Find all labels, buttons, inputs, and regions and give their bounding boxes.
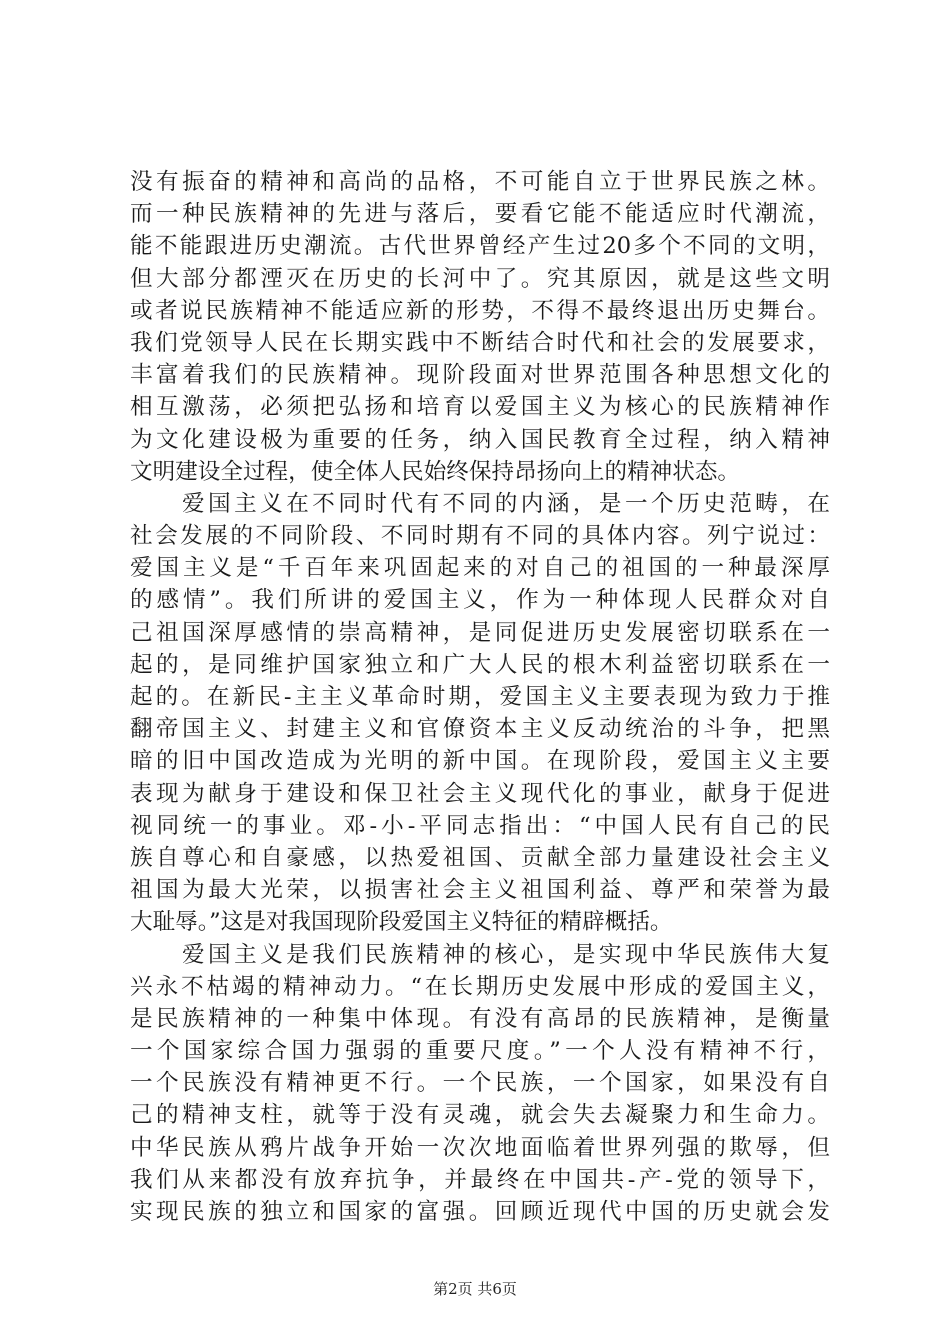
text-line: 己的精神支柱，就等于没有灵魂，就会失去凝聚力和生命力。 [130,1102,830,1129]
text-line: 爱国主义是我们民族精神的核心，是实现中华民族伟大复 [182,941,830,968]
text-line: 暗的旧中国改造成为光明的新中国。在现阶段，爱国主义主要 [130,748,830,775]
text-line: 翻帝国主义、封建主义和官僚资本主义反动统治的斗争，把黑 [130,716,830,743]
text-line: 中华民族从鸦片战争开始一次次地面临着世界列强的欺辱，但 [130,1134,830,1161]
text-line: 爱国主义是“千百年来巩固起来的对自己的祖国的一种最深厚 [130,555,830,582]
text-line: 能不能跟进历史潮流。古代世界曾经产生过20多个不同的文明， [130,233,830,260]
text-line: 起的，是同维护国家独立和广大人民的根木利益密切联系在一 [130,651,830,678]
page-footer [0,1278,950,1299]
text-line: 丰富着我们的民族精神。现阶段面对世界范围各种思想文化的 [130,362,830,389]
text-line: 文明建设全过程，使全体人民始终保持昂扬向上的精神状态。 [130,458,741,485]
text-line: 我们党领导人民在长期实践中不断结合时代和社会的发展要求， [130,329,830,356]
text-line: 视同统一的事业。邓-小-平同志指出：“中国人民有自己的民 [130,812,830,839]
text-line: 而一种民族精神的先进与落后，要看它能不能适应时代潮流， [130,201,830,228]
text-line: 或者说民族精神不能适应新的形势，不得不最终退出历史舞台。 [130,297,830,324]
text-line: 大耻辱。”这是对我国现阶段爱国主义特征的精辟概括。 [130,909,673,936]
text-line: 爱国主义在不同时代有不同的内涵，是一个历史范畴，在 [182,490,830,517]
text-line: 但大部分都湮灭在历史的长河中了。究其原因，就是这些文明 [130,265,830,292]
text-line: 祖国为最大光荣，以损害社会主义祖国利益、尊严和荣誉为最 [130,877,830,904]
text-line: 是民族精神的一种集中体现。有没有高昂的民族精神，是衡量 [130,1005,830,1032]
body-text [130,166,830,1228]
text-line: 相互激荡，必须把弘扬和培育以爱国主义为核心的民族精神作 [130,394,830,421]
text-line: 表现为献身于建设和保卫社会主义现代化的事业，献身于促进 [130,780,830,807]
text-line: 一个国家综合国力强弱的重要尺度。”一个人没有精神不行， [130,1038,830,1065]
text-line: 一个民族没有精神更不行。一个民族，一个国家，如果没有自 [130,1070,830,1097]
page-number: 第2页 共6页 [433,1280,517,1298]
text-line: 族自尊心和自豪感，以热爱祖国、贡献全部力量建设社会主义 [130,844,830,871]
text-line: 社会发展的不同阶段、不同时期有不同的具体内容。列宁说过： [130,523,830,550]
text-line: 我们从来都没有放弃抗争，并最终在中国共-产-党的领导下， [130,1166,830,1193]
text-line: 为文化建设极为重要的任务，纳入国民教育全过程，纳入精神 [130,426,830,453]
text-line: 兴永不枯竭的精神动力。“在长期历史发展中形成的爱国主义， [130,973,830,1000]
text-line: 没有振奋的精神和高尚的品格，不可能自立于世界民族之林。 [130,169,830,195]
text-line: 己祖国深厚感情的崇高精神，是同促进历史发展密切联系在一 [130,619,830,646]
text-line: 实现民族的独立和国家的富强。回顾近现代中国的历史就会发 [130,1199,830,1225]
text-line: 的感情”。我们所讲的爱国主义，作为一种体现人民群众对自 [130,587,830,614]
text-line: 起的。在新民-主主义革命时期，爱国主义主要表现为致力于推 [130,684,830,710]
